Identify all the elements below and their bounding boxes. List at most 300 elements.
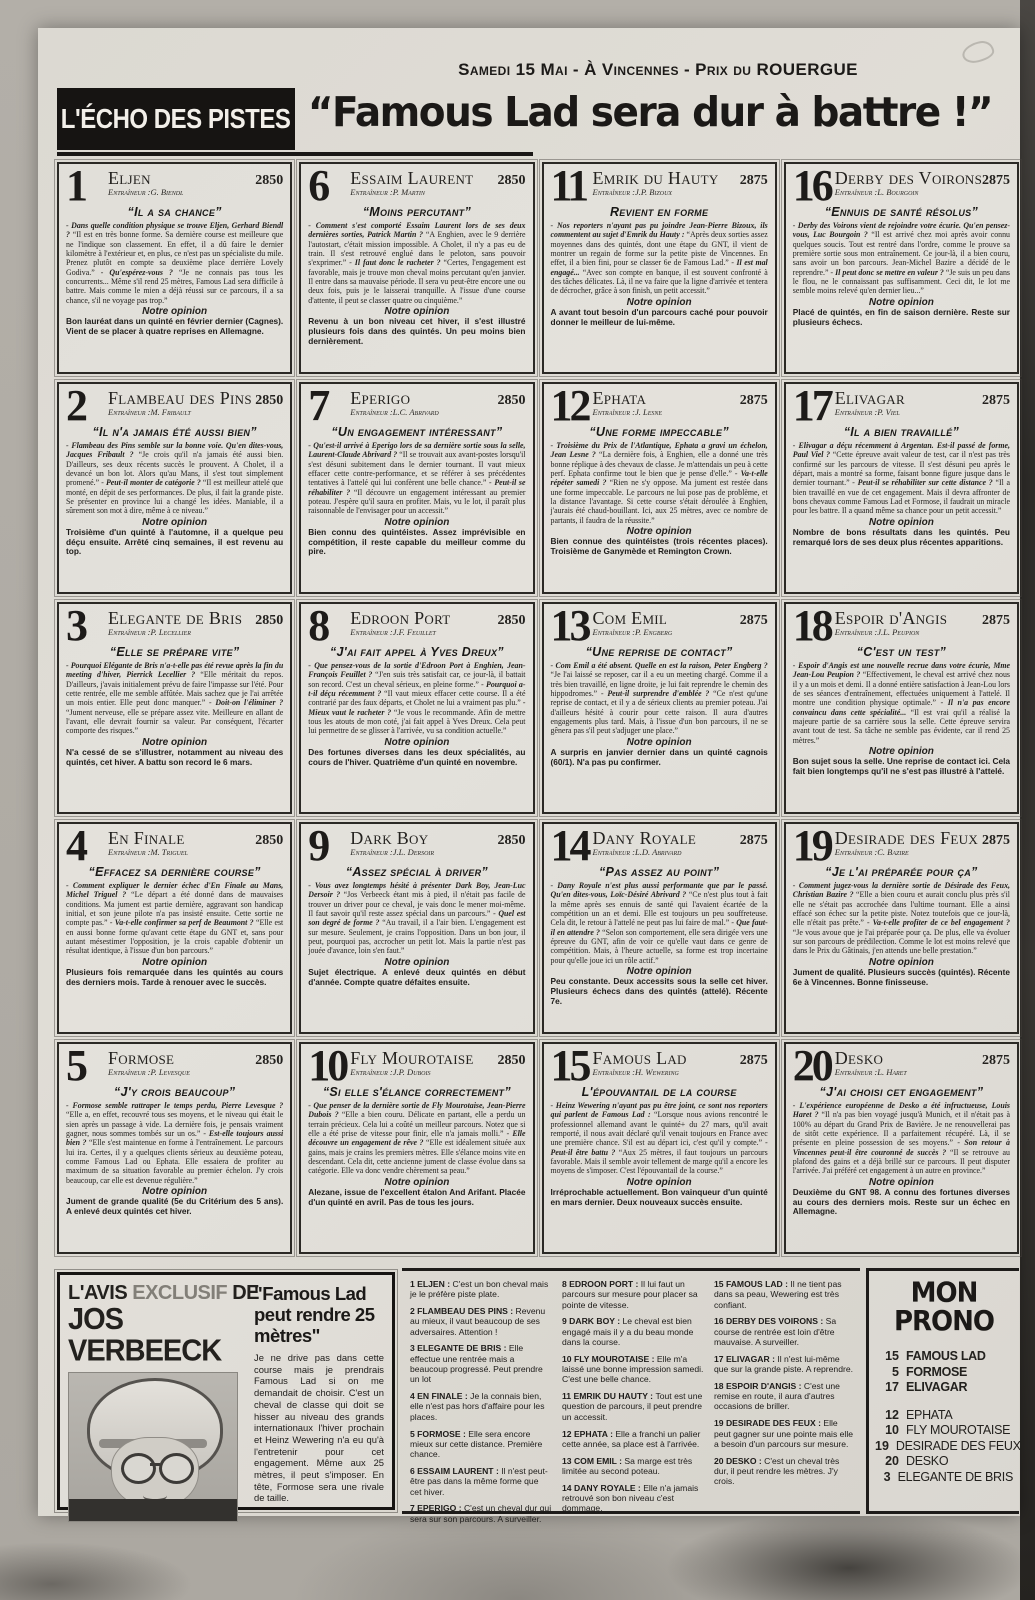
entry-distance: 2850 [255, 173, 284, 188]
entry-name: Ephata [592, 388, 647, 408]
opinion-text: Revenu à un bon niveau cet hiver, il s'est illustré plusieurs fois dans des quintés. Un peu moins bien dernièrement. [308, 316, 526, 346]
note-lead: 11 EMRIK DU HAUTY : [562, 1391, 656, 1402]
note-item: 12 EPHATA : Elle a franchi un palier cette année, sa place est à l'arrivée. [562, 1428, 701, 1449]
entry-name: Espoir d'Angis [834, 608, 948, 628]
entry-body [308, 221, 525, 305]
prono-item [875, 1380, 1013, 1396]
prono-horse-name: FLY MOUROTAISE [906, 1423, 1011, 1437]
entry-name: Com Emil [592, 608, 668, 628]
entry-answer: “Je crois qu'il n'a jamais été aussi bien. D'ailleurs, ses deux récents succès le prouvent. A Cholet, il a devancé un bon lot. Alors qu'au Mans, il s'est tout simplement promené.” [66, 450, 284, 488]
note-item: 16 DERBY DES VOIRONS : Sa course de rentrée est loin d'être mauvaise. A surveiller. [714, 1316, 837, 1347]
note-lead: 12 EPHATA : [562, 1428, 616, 1439]
entry-name: Elivagar [834, 388, 905, 408]
entry-trainer: Entraîneur :J.P. Bizoux [592, 187, 673, 197]
entry-answer: “Au travail, il a l'air bien. L'engagement est sur mesure. Seulement, je crains l'opposition. Dans un bon jour, il peut, pourquoi pas, accrocher un petit lot. Mais la partie n'est pas jouée d'avance, loin s'en faut.” [308, 918, 526, 956]
entry-card [299, 602, 534, 814]
entry-card [57, 1042, 292, 1254]
entry-answer: “Jument nerveuse, elle se prépare assez vite. Meilleure en allant de l'avant, elle devrait fournir sa valeur. Par conséquent, l'écarter comporte des risques.” [66, 707, 284, 736]
entry-question: - Est-elle toujours aussi bien ? [66, 1129, 284, 1148]
entry-name-block [593, 388, 740, 417]
opinion-text: Placé de quintés, en fin de saison dernière. Reste sur plusieurs échecs. [792, 306, 1010, 327]
note-lead: 5 FORMOSE : [410, 1428, 469, 1439]
entry-name-block [350, 168, 497, 197]
entry-name: Edroon Port [350, 608, 451, 628]
entry-number: 15 [550, 1042, 589, 1090]
entry-distance: 2850 [497, 833, 526, 848]
entry-question: - Va-t-elle confirmer sa perf de Beaumont ? [109, 918, 256, 928]
prono-horse-name: DESIRADE DES FEUX [895, 1438, 1021, 1453]
prono-number: 10 [885, 1423, 899, 1437]
entry-question: - Dany Royale n'est plus aussi performante que par le passé. Qu'en dites-vous, Loïc-Désiré Abrivard ? [550, 881, 768, 900]
entry-distance: 2875 [739, 613, 768, 628]
entry-distance: 2850 [497, 613, 526, 628]
entry-body [66, 661, 283, 736]
entry-card [57, 602, 292, 814]
prono-item [875, 1365, 1013, 1381]
entry-name-block [835, 388, 982, 417]
prono-horse-name: FAMOUS LAD [906, 1349, 986, 1363]
entry-question: - Peut-il être battu ? [550, 1138, 768, 1157]
entry-answer: “Elle a, en effet, recouvré tous ses moyens, et le niveau qui était le sien après un passage à vide. La dernière fois, je pensais vraiment gagner, nous sommes tombés sur un os.” [66, 1110, 284, 1139]
entry-trainer: Entraîneur :L. Bourgoin [834, 187, 919, 197]
entry-trainer: Entraîneur :J.P. Dubois [350, 1067, 431, 1077]
opinion-label: Notre opinion [868, 956, 934, 968]
entry-card [784, 162, 1019, 374]
entry-number: 18 [792, 602, 831, 650]
entry-name-block [108, 1048, 255, 1077]
note-item: 14 DANY ROYALE : Elle n'a jamais retrouvé son bon niveau c'est dommage. [562, 1482, 699, 1514]
note-lead: 6 ESSAIM LAURENT : [410, 1465, 502, 1476]
entry-headline: “Il a sa chance” [127, 205, 222, 220]
entry-question: - Qu'espérez-vous ? [100, 267, 179, 277]
entry-number: 8 [308, 602, 328, 650]
entry-distance: 2850 [497, 393, 526, 408]
entry-name-block [108, 828, 255, 857]
prono-title: MON PRONO [893, 1277, 995, 1338]
note-lead: 7 EPERIGO : [410, 1503, 464, 1514]
prono-number: 3 [883, 1469, 891, 1484]
entry-name: Dark Boy [350, 828, 429, 848]
entry-answer: “Il découvre un engagement intéressant au premier poteau. J'espère qu'il saura en profiter. Mais, vu le lot, il paraît plus raisonnable de l'envisager pour un accessit.” [308, 487, 526, 516]
entry-distance: 2875 [739, 1053, 768, 1068]
note-lead: 8 EDROON PORT : [562, 1279, 641, 1289]
entry-answer: “Lorsque nous avions rencontré le professionnel allemand avant le quinté+ du 27 mars, qu'il avait remporté, il nous avait déclaré qu'il venait toujours en France avec une première chance. S'il est au départ ici, c'est qu'il y compte.” [550, 1110, 768, 1148]
entry-name: Desko [834, 1048, 884, 1068]
opinion-text: Deuxième du GNT 98. A connu des fortunes diverses au cours des derniers mois. Reste sur un échec en Allemagne. [792, 1186, 1010, 1217]
entry-headline: “Une reprise de contact” [585, 645, 733, 660]
note-lead: 2 FLAMBEAU DES PINS : [410, 1306, 516, 1317]
entry-trainer: Entraîneur :M. Fribault [108, 407, 191, 417]
opinion-text: Des fortunes diverses dans les deux spécialités, au cours de l'hiver. Quatrième d'un quinté en novembre. [308, 746, 526, 767]
note-item: 9 DARK BOY : Le cheval est bien engagé mais il y a du beau monde dans la course. [562, 1316, 694, 1347]
entry-name: Essaim Laurent [350, 168, 474, 188]
entry-trainer: Entraîneur :J. Lesne [592, 407, 663, 417]
entry-headline: Revient en forme [609, 205, 709, 220]
entry-trainer: Entraîneur :J.L. Dersoir [350, 847, 435, 857]
entry-answer: “Avec son compte en banque, il est souvent confronté à des tâches délicates. Là, il ne va faire que la ligne d'arrivée et tentera de décrocher, grâce à son finish, un petit accessit.” [550, 267, 768, 296]
entry-number: 9 [308, 822, 328, 870]
opinion-label: Notre opinion [626, 966, 692, 978]
entry-card [542, 602, 777, 814]
prono-number: 15 [885, 1349, 899, 1363]
entry-answer: “Elle a bien couru et aurait conclu plus près s'il elle ne s'était pas accrochée dans l'ultime tournant. Elle a ainsi effacé son échec sur la petite piste. Notez toutefois que ce jour-là, elle n'était pas prête.” [792, 890, 1010, 928]
entry-answer: “Selon son comportement, elle sera dirigée vers une épreuve du GNT, afin de voir ce qu'elle vaut dans ce genre de compétition. Mais, à l'heure actuelle, sa forme est trop incertaine pour qu'elle joue ici un rôle actif.” [550, 927, 768, 965]
entry-question: - Son retour à Vincennes peut-il être couronné de succès ? [792, 1138, 1010, 1157]
entry-question: - Peut-il se réhabiliter sur cette distance ? [852, 478, 996, 488]
entry-question: - Com Emil a été absent. Quelle en est la raison, Peter Engberg ? [550, 661, 768, 671]
entry-name-block [593, 1048, 740, 1077]
entry-trainer: Entraîneur :J.F. Feuillet [350, 627, 436, 637]
entry-header [792, 602, 1010, 650]
opinion-text: A surpris en janvier dernier dans un quinté cagnois (60/1). N'a pas pu confirmer. [550, 746, 768, 767]
entry-body [308, 441, 525, 516]
entry-question: - Troisième du Prix de l'Atlantique, Ephata a gravi un échelon, Jean Lesne ? [550, 441, 768, 460]
avis-title-de: DE [232, 1282, 259, 1304]
entry-question: - Qu'est-il arrivé à Eperigo lors de sa dernière sortie sous la selle, Laurent-Claude Abrivard ? [308, 441, 526, 460]
opinion-label: Notre opinion [142, 956, 208, 968]
entry-headline: “Un engagement intéressant” [331, 425, 503, 440]
prono-number: 17 [885, 1380, 899, 1394]
entry-trainer: Entraîneur :P. Viel [834, 407, 900, 417]
main-headline: “Famous Lad sera dur à battre !” [307, 88, 993, 137]
prono-horse-name: DESKO [906, 1454, 949, 1468]
entry-question: - Espoir d'Angis est une nouvelle recrue dans votre écurie, Mme Jean-Lou Peupion ? [792, 661, 1010, 680]
opinion-text: N'a cessé de se s'illustrer, notamment au niveau des quintés, cet hiver. A battu son record le 6 mars. [66, 746, 284, 767]
entry-card [784, 602, 1019, 814]
glasses-bridge-icon [150, 1463, 160, 1466]
logo-box [57, 88, 295, 150]
opinion-text: Nombre de bons résultats dans les quintés. Peu remarqué lors de ses deux plus récentes apparitions. [792, 526, 1010, 547]
entry-question: - Il peut donc se mettre en valeur ? [830, 267, 946, 277]
note-item: 19 DESIRADE DES FEUX : Elle peut gagner sur une pointe mais elle a besoin d'un parcours sur mesure. [714, 1418, 854, 1449]
opinion-text: Irréprochable actuellement. Bon vainqueur d'un quinté en mars dernier. Deux nouveaux succès ensuite. [550, 1186, 768, 1207]
entry-answer: “Je vous le recommande. Afin de mettre tous les atouts de mon coté, j'ai fait appel à Yves Dreux. Cela peut lui permettre de se glisser à l'arrivée, vu sa condition actuelle.” [308, 707, 526, 736]
logo-rule [57, 152, 533, 156]
entry-name: En Finale [108, 828, 185, 848]
entry-question: - Flambeau des Pins semble sur la bonne voie. Qu'en dites-vous, Jacques Fribault ? [66, 441, 284, 460]
kicker: Samedi 15 Mai - À Vincennes - Prix du ROUERGUE [458, 60, 858, 79]
note-item: 7 EPERIGO : C'est un cheval dur qui sera sur son parcours. A surveiller. [410, 1503, 552, 1524]
entry-answer: “Je l'ai laissé se reposer, car il a eu un meeting chargé. Comme il a très bien travaillé, en ligne droite, je lui fait reprendre le chemin des hippodromes.” [550, 670, 768, 699]
entry-number: 6 [308, 162, 328, 210]
opinion-text: Jument de grande qualité (5e du Critérium des 5 ans). A enlevé deux quintés cet hiver. [66, 1196, 284, 1216]
entry-header [66, 822, 284, 870]
entry-answer: “Jos Verbeeck étant mis à pied, il n'était pas facile de trouver un driver pour ce cheval, je vais donc le mener moi-même. Il faut savoir qu'il reste assez spécial dans un parcours.” [308, 890, 526, 919]
entry-body [793, 661, 1010, 745]
opinion-label: Notre opinion [868, 746, 934, 758]
entry-number: 3 [66, 602, 85, 650]
entry-distance: 2850 [497, 1053, 526, 1068]
entry-name-block [835, 828, 982, 857]
entry-distance: 2875 [739, 173, 768, 188]
entry-answer: “Le départ a été donné dans de mauvaises conditions. Ma jument est partie dernière, aggravant son handicap initial, et son jeune pilote n'a pas insisté ensuite. Cette sortie ne compte pas.” [66, 890, 284, 928]
prono-item [875, 1349, 1013, 1365]
entry-name-block [593, 828, 740, 857]
entry-trainer: Entraîneur :P. Engberg [592, 627, 673, 637]
opinion-label: Notre opinion [868, 516, 934, 528]
entry-number: 14 [550, 822, 589, 870]
entry-question: - Il faut donc le racheter ? [349, 258, 444, 268]
prono-horse-name: ELEGANTE DE BRIS [897, 1469, 1013, 1484]
note-item: 11 EMRIK DU HAUTY : Tout est une question de parcours, il peut prendre un accessit. [562, 1391, 703, 1422]
entry-number: 12 [550, 382, 589, 430]
entry-headline: “Assez spécial à driver” [345, 865, 488, 880]
entry-body [551, 441, 768, 525]
entry-card [542, 162, 777, 374]
entry-distance: 2850 [255, 393, 284, 408]
entry-card [57, 162, 292, 374]
entry-answer: “Il vaut mieux effacer cette course. Il a été contrarié par des faux départs, et Cholet ne lui a vraiment pas plu.” [308, 689, 526, 708]
entry-answer: “Je ne connais pas tous les concurrents... Même s'il rend 25 mètres, Famous Lad sera difficile à battre. Mais comme le mien a déjà réussi sur ce parcours, il a sa chance, s'il ne voyage pas trop.” [66, 267, 284, 305]
opinion-label: Notre opinion [142, 516, 208, 528]
entry-name: Formose [108, 1048, 175, 1068]
opinion-label: Notre opinion [384, 1176, 450, 1188]
notes-section [402, 1268, 860, 1524]
opinion-text: Bon sujet sous la selle. Une reprise de contact ici. Cela fait bien longtemps qu'il ne s'est pas illustré à l'attelé. [792, 756, 1010, 776]
note-item: 13 COM EMIL : Sa marge est très limitée au second poteau. [562, 1455, 693, 1476]
glasses-left-lens-icon [121, 1453, 156, 1484]
note-item: 8 EDROON PORT : Il lui faut un parcours sur mesure pour placer sa pointe de vitesse. [562, 1279, 698, 1310]
prono-item [875, 1454, 1013, 1470]
entry-header [308, 822, 526, 870]
entry-header [550, 822, 768, 870]
entry-answer: “J'en suis très satisfait car, ce jour-là, il battait son record. C'est un cheval sérieux, en pleine forme.” [308, 670, 526, 689]
note-item: 18 ESPOIR D'ANGIS : C'est une remise en route, il aura d'autres occasions de briller. [714, 1380, 840, 1412]
entry-header [308, 602, 526, 650]
entry-question: - Comment s'est comporté Essaim Laurent lors de ses deux dernières sorties, Patrick Martin ? [308, 221, 526, 240]
entry-body [551, 881, 768, 965]
note-item: 17 ELIVAGAR : Il n'est lui-même que sur la grande piste. A reprendre. [714, 1353, 854, 1375]
entry-question: - Vous avez longtemps hésité à présenter Dark Boy, Jean-Luc Dersoir ? [308, 881, 526, 900]
prono-horse-name: FORMOSE [906, 1364, 968, 1379]
driver-photo [68, 1372, 238, 1522]
entry-answer: “Il se retrouve au plafond des gains et a déjà brillé sur ce parcours. Il peut disputer l'arrivée. J'ai préféré cet engagement à un autre en province.” [792, 1147, 1010, 1176]
opinion-label: Notre opinion [626, 736, 692, 748]
entry-question: - Derby des Voirons vient de rejoindre votre écurie. Qu'en pensez-vous, Luc Bourgoin ? [792, 221, 1010, 240]
entry-question: - Elle découvre un engagement de rêve ? [308, 1129, 526, 1148]
entry-body [551, 661, 768, 736]
prono-box [866, 1268, 1019, 1514]
entry-card [299, 162, 534, 374]
paper [38, 28, 1021, 1524]
prono-item [875, 1423, 1013, 1439]
entry-header [66, 162, 284, 210]
entries-grid [57, 162, 1019, 1254]
entry-number: 16 [792, 162, 831, 210]
entry-body [66, 441, 283, 516]
entry-trainer: Entraîneur :J.L. Peupion [834, 627, 920, 637]
entry-answer: “Elle s'est maintenue en forme à l'entraînement. Le parcours lui ira. Certes, il y a quelques clients sérieux au deuxième poteau, comme Famous Lad ou Ephata. Elle essaiera de profiter au maximum de sa situation favorable au premier échelon. J'y crois beaucoup, car elle est devenue régulière.” [66, 1138, 284, 1185]
entry-question: - Il est mal engagé... [550, 258, 768, 277]
entry-answer: “Ce n'est qu'une reprise de contact, et il y a de sérieux clients au premier poteau. J'ai d'ailleurs hésité à courir pour cette raison. Il aura d'autres engagements plus tard. Mais, à l'issue d'un bon parcours, il ne se gênera pas s'il peut s'adjuger une place.” [550, 689, 768, 736]
entry-name-block [350, 828, 497, 857]
entry-headline: “Elle se prépare vite” [109, 645, 240, 660]
note-lead: 17 ELIVAGAR : [714, 1353, 778, 1364]
entry-answer: “Elle méritait du repos. D'ailleurs, j'avais initialement prévu de faire l'impasse sur l'été. Pour cette rentrée, elle me semble affûtée. Mais sachez que je l'ai arrêtée un mois entier. Elle peut donc manquer.” [66, 670, 284, 708]
entry-number: 17 [792, 382, 831, 430]
entry-question: - Peut-il monter de catégorie ? [101, 478, 203, 488]
entry-trainer: Entraîneur :L.C. Abrivard [350, 407, 439, 417]
opinion-text: Alezane, issue de l'excellent étalon And Arifant. Placée d'un quinté en avril. Pas de tous les jours. [308, 1186, 526, 1207]
entry-distance: 2850 [255, 833, 284, 848]
note-lead: 18 ESPOIR D'ANGIS : [714, 1380, 804, 1391]
entry-card [299, 822, 534, 1034]
entry-name: Desirade des Feux [834, 828, 979, 848]
entry-header [66, 1042, 284, 1090]
entry-answer: “Il est meilleur attelé que monté, en dépit de ses performances. De plus, il fait la grande piste. Se présenter en province lui a changé les idées. Maniable, il a sûrement son mot à dire, même à ce niveau.” [66, 478, 284, 516]
entry-answer: “Après deux sorties assez moyennes dans des quintés, dont une étape du GNT, il vient de montrer un regain de forme sur la petite piste de Vincennes. En effet, il a bien fini, pour se classer 6e de Famous Lad.” [550, 230, 768, 268]
entry-body [551, 1101, 768, 1176]
entry-question: - Il n'a pas encore convaincu dans cette spécialité... [792, 698, 1010, 717]
entry-trainer: Entraîneur :P. Levesque [108, 1067, 190, 1077]
entry-body [793, 1101, 1010, 1176]
entry-answer: “Cette épreuve avait valeur de test, car il n'est pas très confirmé sur les parcours de vitesse. Il s'est désuni peu après le départ, mais a montré sa forme, faisant bonne figure jusque dans le dernier tournant.” [792, 450, 1010, 488]
notes-column-2 [562, 1279, 704, 1530]
opinion-text: A avant tout besoin d'un parcours caché pour pouvoir donner le meilleur de lui-même. [550, 306, 768, 327]
entry-number: 10 [308, 1042, 347, 1090]
entry-card [784, 382, 1019, 594]
entry-name: Eperigo [350, 388, 411, 408]
entry-answer: “Il a bien travaillé en vue de cet engagement. Mais il devra affronter de bons chevaux comme Famous Lad et Formose, il faudrait un miracle pour les battre. Il a quand même sa chance pour un petit accessit.” [792, 478, 1010, 516]
entry-headline: “J'ai choisi cet engagement” [819, 1085, 984, 1100]
prono-number: 12 [885, 1407, 899, 1422]
entry-headline: “J'ai fait appel à Yves Dreux” [329, 645, 504, 660]
entry-question: - Va-t-elle profiter de ce bel engagement ? [866, 918, 1010, 928]
note-lead: 1 ELJEN : [410, 1279, 453, 1289]
entry-headline: “Effacez sa dernière course” [88, 865, 261, 880]
opinion-text: Peu constante. Deux accessits sous la selle cet hiver. Plusieurs échecs dans des quintés (attelé). Récente 7e. [550, 976, 768, 1006]
entry-card [299, 1042, 534, 1254]
entry-body [308, 661, 525, 736]
opinion-label: Notre opinion [142, 736, 208, 748]
entry-card [542, 822, 777, 1034]
note-item: 1 ELJEN : C'est un bon cheval mais je le préfère piste plate. [410, 1279, 549, 1300]
entry-question: - Mieux vaut le racheter ? [308, 698, 526, 717]
entry-card [784, 822, 1019, 1034]
opinion-label: Notre opinion [384, 736, 450, 748]
prono-list-rest [875, 1407, 1021, 1486]
opinion-text: Bien connu des quintéistes. Assez imprévisible en compétition, il reste capable du meilleur comme du pire. [308, 526, 526, 557]
entry-headline: “Si elle s'élance correctement” [322, 1085, 511, 1100]
entry-number: 11 [550, 162, 587, 210]
logo-text: L'ÉCHO DES PISTES [61, 102, 291, 135]
entry-answer: “Il n'a pas bien voyagé jusqu'à Munich, et il n'était pas à 100% au départ du Grand Prix de Bavière. Je ne renouvellerai pas de sitôt cette expérience. Il a parfaitement récupéré. Là, il se présente en pleine possession de ses moyens.” [792, 1110, 1010, 1148]
entry-headline: “Ennuis de santé résolus” [824, 205, 979, 220]
entry-name: Fly Mourotaise [350, 1048, 474, 1068]
entry-trainer: Entraîneur :L.D. Abrivard [592, 847, 682, 857]
prono-number: 20 [885, 1454, 899, 1468]
note-lead: 19 DESIRADE DES FEUX : [714, 1418, 824, 1429]
entry-question: - Formose semble rattraper le temps perdu, Pierre Levesque ? [66, 1101, 284, 1111]
entry-answer: “Il se trouvait aux avant-postes lorsqu'il s'est désuni subitement dans le dernier tournant. Il vaut mieux effacer cette contre-performance, et se référer à ses précédentes tentatives à l'attelé qui lui confèrent une belle chance.” [308, 450, 526, 488]
entry-number: 7 [308, 382, 328, 430]
note-item: 15 FAMOUS LAD : Il ne tient pas dans sa peau, Wewering est très confiant. [714, 1279, 842, 1310]
entry-answer: “Je suis un peu dans le flou, ne le connaissant pas suffisamment. Ceci dit, le lot me semble moins relevé qu'en dernier lieu...” [792, 267, 1010, 296]
entry-question: - Quel est son degré de forme ? [308, 909, 526, 928]
opinion-label: Notre opinion [142, 306, 208, 318]
prono-item [875, 1438, 1021, 1455]
entry-question: - L'expérience européenne de Desko a été infructueuse, Louis Haret ? [792, 1101, 1010, 1120]
prono-horse-name: ELIVAGAR [906, 1380, 968, 1394]
entry-trainer: Entraîneur :G. Biendl [108, 187, 184, 197]
entry-header [308, 1042, 526, 1090]
entry-trainer: Entraîneur :M. Triguel [108, 847, 188, 857]
entry-headline: “Pas assez au point” [598, 865, 720, 880]
prono-horse-name: EPHATA [906, 1407, 953, 1422]
note-item: 5 FORMOSE : Elle sera encore mieux sur cette distance. Première chance. [410, 1428, 543, 1460]
avis-author: JOS VERBEECK [68, 1302, 222, 1369]
entry-name: Emrik du Hauty [592, 168, 719, 188]
opinion-text: Plusieurs fois remarquée dans les quintés au cours des derniers mois. Tarde à renouer avec le succès. [66, 966, 284, 987]
prono-item [875, 1408, 1013, 1424]
entry-body [308, 1101, 525, 1176]
entry-body [793, 221, 1010, 296]
avis-left [68, 1282, 259, 1499]
glasses-right-lens-icon [159, 1453, 194, 1484]
entry-headline: “Je l'ai préparée pour ça” [825, 865, 978, 880]
note-item: 2 FLAMBEAU DES PINS : Revenu au mieux, il vaut beaucoup de ses adversaires. Attention ! [410, 1306, 546, 1337]
entry-question: - Pourquoi Elégante de Bris n'a-t-elle pas été revue après la fin du meeting d'hiver, Pierrick Lecellier ? [66, 661, 284, 680]
prono-item [875, 1470, 1013, 1486]
entry-name-block [108, 608, 255, 637]
avis-right [254, 1283, 384, 1504]
entry-card [57, 382, 292, 594]
entry-distance: 2875 [982, 833, 1010, 848]
entry-name-block [350, 1048, 497, 1077]
entry-answer: “A Enghien, avec le 9 derrière l'autostart, c'était mission impossible. A Cholet, il n'y a pas eu de train. Il s'est retrouvé englué dans le peloton, sans pouvoir s'exprimer.” [308, 230, 526, 268]
entry-header [550, 382, 768, 430]
entry-name: Eljen [108, 168, 151, 188]
note-lead: 9 DARK BOY : [562, 1316, 623, 1327]
entry-distance: 2850 [255, 613, 284, 628]
entry-body [66, 221, 283, 305]
entry-question: - Comment expliquer le dernier échec d'En Finale au Mans, Michel Triguel ? [66, 881, 284, 900]
opinion-text: Jument de qualité. Plusieurs succès (quintés). Récente 6e à Vincennes. Bonne finisseuse. [792, 966, 1010, 987]
notes-column-3 [714, 1279, 856, 1530]
entry-headline: L'épouvantail de la course [581, 1085, 737, 1100]
entry-header [550, 1042, 768, 1090]
entry-distance: 2850 [255, 1053, 284, 1068]
entry-trainer: Entraîneur :L. Haret [834, 1067, 907, 1077]
entry-answer: “La dernière fois, à Enghien, elle a donné une très bonne réplique à des chevaux de classe. Je m'attendais un peu à cette perf. Ephata confirme tout le bien que je pense d'elle.” [550, 450, 768, 479]
opinion-label: Notre opinion [384, 516, 450, 528]
note-lead: 16 DERBY DES VOIRONS : [714, 1316, 826, 1327]
entry-number: 20 [792, 1042, 831, 1090]
prono-number: 5 [892, 1364, 899, 1379]
avis-title [68, 1282, 259, 1304]
opinion-text: Troisième d'un quinté à l'automne, il a quelque peu déçu ensuite. Arrêté cinq semaines, il est revenu au top. [66, 526, 284, 557]
entry-name-block [593, 168, 740, 197]
entry-answer: “Il est en très bonne forme. Sa dernière course est meilleure que ne l'indique son classement. En effet, il a dû faire le dernier kilomètre à l'extérieur et, en plus, ce n'est pas un spécialiste du mile. Prenez plutôt en compte sa deuxième place derrière Lovely Godiva.” [66, 230, 284, 277]
entry-card [57, 822, 292, 1034]
entry-question: - Va-t-elle répéter samedi ? [550, 469, 768, 488]
avis-quote-title: "Famous Lad peut rendre 25 mètres" [254, 1283, 375, 1346]
entry-body [551, 221, 768, 296]
entry-question: - Que faut-il en attendre ? [550, 918, 768, 937]
entry-distance: 2875 [739, 393, 768, 408]
entry-headline: “Moins percutant” [362, 205, 472, 220]
opinion-text: Bon lauréat dans un quinté en février dernier (Cagnes). Vient de se placer à quatre reprises en Allemagne. [66, 316, 284, 336]
note-lead: 13 COM EMIL : [562, 1455, 625, 1466]
notes-column-1 [410, 1279, 552, 1530]
entry-trainer: Entraîneur :C. Bazire [834, 847, 909, 857]
avis-title-lavis: L'AVIS [68, 1282, 128, 1304]
entry-headline: “C'est un test” [856, 645, 947, 660]
entry-header [792, 1042, 1010, 1090]
note-lead: 3 ELEGANTE DE BRIS : [410, 1343, 509, 1354]
entry-header [550, 602, 768, 650]
entry-question: - Pourquoi a-t-il déçu récemment ? [308, 679, 526, 699]
